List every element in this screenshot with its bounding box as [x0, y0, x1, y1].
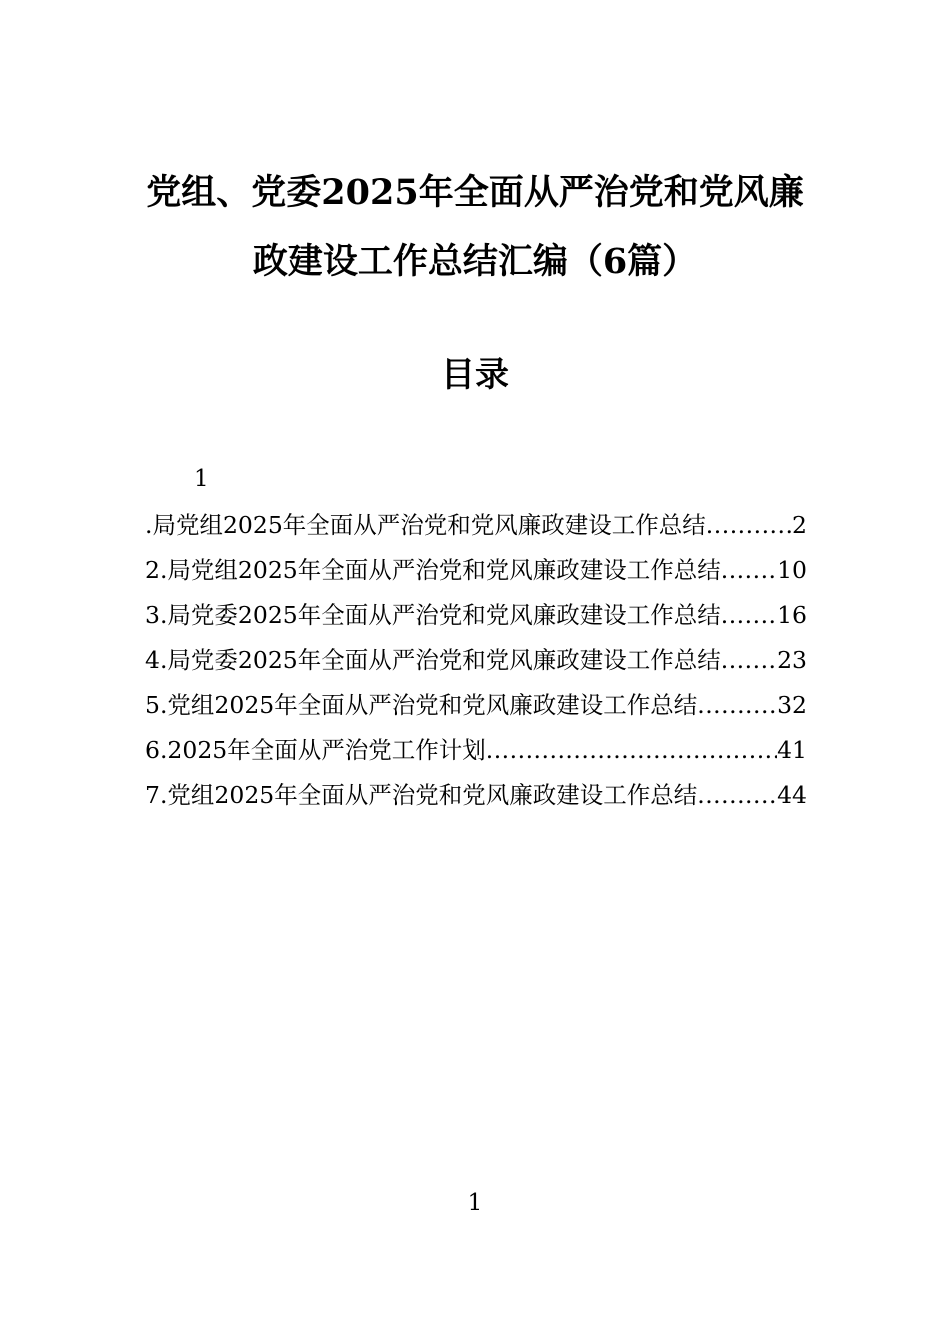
table-of-contents: [145, 510, 807, 825]
toc-entry-title: 2.局党组2025年全面从严治党和党风廉政建设工作总结: [145, 556, 721, 584]
toc-entry-title: 3.局党委2025年全面从严治党和党风廉政建设工作总结: [145, 601, 721, 629]
toc-dot-leader: [697, 780, 777, 810]
toc-entry-page: 2: [792, 511, 807, 539]
toc-dot-leader: [721, 600, 777, 630]
toc-entry-1[interactable]: [145, 510, 807, 555]
toc-entry-page: 41: [777, 736, 807, 764]
toc-dot-leader: [486, 735, 777, 765]
toc-entry-page: 32: [777, 691, 807, 719]
toc-entry-7[interactable]: [145, 780, 807, 825]
toc-entry-2[interactable]: [145, 555, 807, 600]
toc-entry-5[interactable]: [145, 690, 807, 735]
page-number: 1: [467, 1190, 483, 1216]
toc-entry-title: 6.2025年全面从严治党工作计划: [145, 736, 486, 764]
toc-entry-page: 44: [777, 781, 807, 809]
toc-entry-title: 5.党组2025年全面从严治党和党风廉政建设工作总结: [145, 691, 698, 719]
toc-entry-title: 4.局党委2025年全面从严治党和党风廉政建设工作总结: [145, 646, 721, 674]
document-title-line-2: 政建设工作总结汇编（6篇）: [252, 241, 698, 282]
toc-dot-leader: [721, 555, 777, 585]
toc-entry-title: 7.党组2025年全面从严治党和党风廉政建设工作总结: [145, 781, 698, 809]
toc-heading: 目录: [441, 355, 509, 395]
toc-entry-page: 23: [777, 646, 807, 674]
toc-entry-page: 16: [777, 601, 807, 629]
toc-dot-leader: [697, 690, 777, 720]
toc-entry-6[interactable]: [145, 735, 807, 780]
toc-entry-4[interactable]: [145, 645, 807, 690]
toc-dot-leader: [721, 645, 777, 675]
document-title-line-1: 党组、党委2025年全面从严治党和党风廉: [146, 172, 804, 213]
toc-orphan-number: 1: [194, 466, 209, 492]
toc-entry-page: 10: [777, 556, 807, 584]
toc-entry-title: .局党组2025年全面从严治党和党风廉政建设工作总结: [145, 511, 706, 539]
toc-dot-leader: [706, 510, 792, 540]
toc-entry-3[interactable]: [145, 600, 807, 645]
